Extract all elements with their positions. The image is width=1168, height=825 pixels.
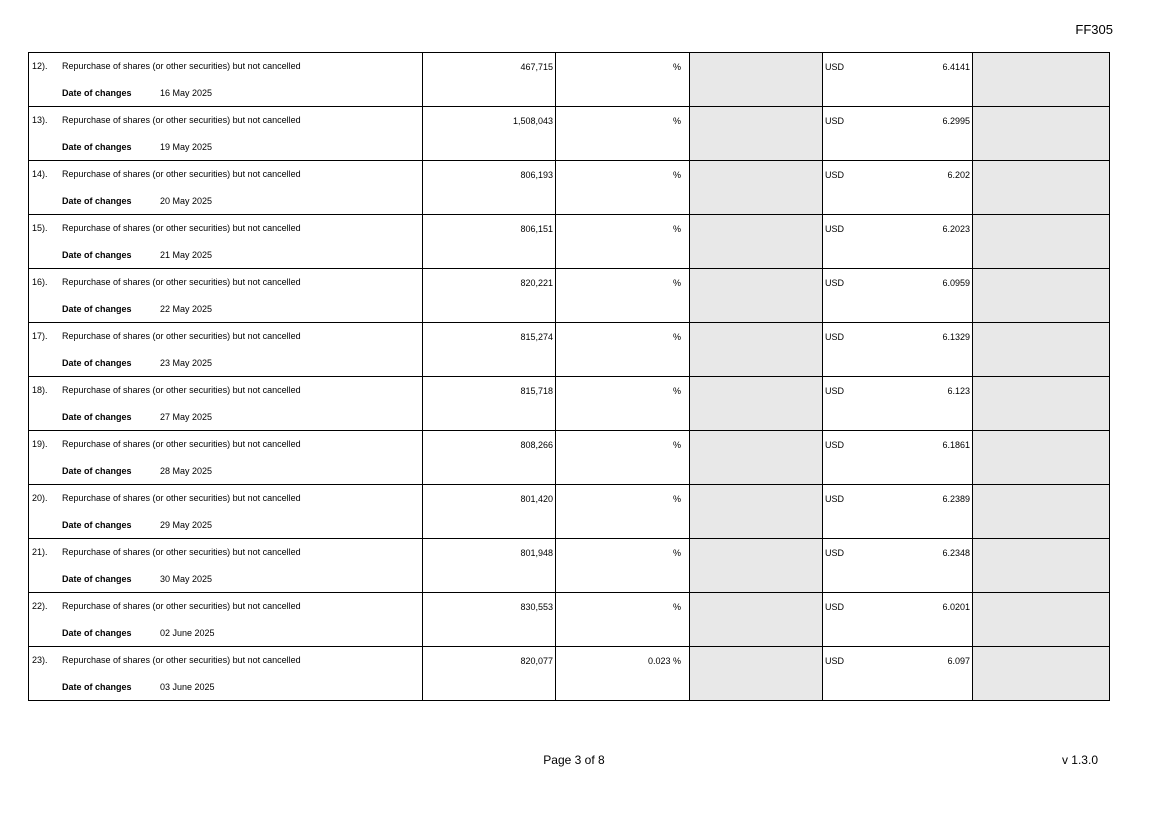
currency: USD	[825, 440, 845, 450]
number-cell	[423, 539, 556, 593]
date-of-changes-value: 22 May 2025	[160, 304, 213, 314]
row-description: Repurchase of shares (or other securities) but not cancelled	[62, 277, 301, 287]
price-value: 6.202	[947, 170, 970, 180]
date-of-changes-label: Date of changes	[62, 88, 132, 98]
price-cell	[823, 431, 973, 485]
shaded-cell	[690, 593, 823, 647]
row-description: Repurchase of shares (or other securities) but not cancelled	[62, 169, 301, 179]
shaded-cell	[973, 107, 1110, 161]
price-value: 6.1861	[942, 440, 970, 450]
shaded-cell	[973, 377, 1110, 431]
row-description: Repurchase of shares (or other securities) but not cancelled	[62, 493, 301, 503]
percent-value: %	[672, 62, 681, 72]
date-of-changes-value: 27 May 2025	[160, 412, 213, 422]
row-index: 12).	[32, 61, 48, 71]
currency: USD	[825, 602, 845, 612]
price-cell	[823, 539, 973, 593]
row-description: Repurchase of shares (or other securities) but not cancelled	[62, 385, 301, 395]
row-description: Repurchase of shares (or other securities) but not cancelled	[62, 601, 301, 611]
description-cell	[29, 53, 423, 107]
date-of-changes-value: 03 June 2025	[160, 682, 215, 692]
row-index: 18).	[32, 385, 48, 395]
description-cell	[29, 431, 423, 485]
date-of-changes-value: 21 May 2025	[160, 250, 213, 260]
description-cell	[29, 485, 423, 539]
shaded-cell	[973, 593, 1110, 647]
number-cell	[423, 269, 556, 323]
table-row	[29, 161, 1110, 215]
shaded-cell	[690, 215, 823, 269]
date-of-changes-label: Date of changes	[62, 466, 132, 476]
row-index: 22).	[32, 601, 48, 611]
description-cell	[29, 107, 423, 161]
percent-cell	[556, 377, 690, 431]
row-description: Repurchase of shares (or other securities) but not cancelled	[62, 115, 301, 125]
shaded-cell	[973, 485, 1110, 539]
row-index: 13).	[32, 115, 48, 125]
percent-cell	[556, 161, 690, 215]
number-of-shares: 801,948	[520, 548, 553, 558]
table-row	[29, 377, 1110, 431]
percent-value: %	[672, 224, 681, 234]
date-of-changes-value: 23 May 2025	[160, 358, 213, 368]
currency: USD	[825, 386, 845, 396]
currency: USD	[825, 116, 845, 126]
percent-value: %	[672, 440, 681, 450]
date-of-changes-value: 02 June 2025	[160, 628, 215, 638]
price-cell	[823, 377, 973, 431]
currency: USD	[825, 170, 845, 180]
shaded-cell	[690, 323, 823, 377]
currency: USD	[825, 656, 845, 666]
row-index: 14).	[32, 169, 48, 179]
price-value: 6.0959	[942, 278, 970, 288]
price-cell	[823, 269, 973, 323]
table-row	[29, 647, 1110, 701]
row-index: 21).	[32, 547, 48, 557]
table-row	[29, 593, 1110, 647]
percent-value: %	[672, 170, 681, 180]
shaded-cell	[690, 539, 823, 593]
price-cell	[823, 161, 973, 215]
percent-value: %	[672, 332, 681, 342]
currency: USD	[825, 224, 845, 234]
description-cell	[29, 377, 423, 431]
shaded-cell	[690, 107, 823, 161]
shaded-cell	[690, 377, 823, 431]
percent-cell	[556, 269, 690, 323]
percent-value: %	[672, 548, 681, 558]
percent-cell	[556, 539, 690, 593]
percent-value: %	[672, 494, 681, 504]
number-of-shares: 820,221	[520, 278, 553, 288]
number-of-shares: 806,193	[520, 170, 553, 180]
shaded-cell	[690, 53, 823, 107]
date-of-changes-value: 30 May 2025	[160, 574, 213, 584]
table-row	[29, 539, 1110, 593]
shaded-cell	[973, 269, 1110, 323]
date-of-changes-label: Date of changes	[62, 574, 132, 584]
date-of-changes-value: 28 May 2025	[160, 466, 213, 476]
row-description: Repurchase of shares (or other securities) but not cancelled	[62, 547, 301, 557]
price-value: 6.2023	[942, 224, 970, 234]
shaded-cell	[973, 647, 1110, 701]
percent-cell	[556, 323, 690, 377]
price-value: 6.2348	[942, 548, 970, 558]
shaded-cell	[690, 269, 823, 323]
number-of-shares: 808,266	[520, 440, 553, 450]
percent-value: %	[672, 116, 681, 126]
date-of-changes-label: Date of changes	[62, 304, 132, 314]
date-of-changes-value: 19 May 2025	[160, 142, 213, 152]
price-value: 6.2389	[942, 494, 970, 504]
percent-value: %	[672, 386, 681, 396]
currency: USD	[825, 332, 845, 342]
date-of-changes-value: 29 May 2025	[160, 520, 213, 530]
table-row	[29, 485, 1110, 539]
number-cell	[423, 161, 556, 215]
table-row	[29, 53, 1110, 107]
number-of-shares: 815,274	[520, 332, 553, 342]
price-cell	[823, 107, 973, 161]
number-cell	[423, 647, 556, 701]
table-body	[29, 53, 1110, 701]
row-index: 20).	[32, 493, 48, 503]
shaded-cell	[973, 215, 1110, 269]
shaded-cell	[690, 647, 823, 701]
number-of-shares: 806,151	[520, 224, 553, 234]
description-cell	[29, 323, 423, 377]
date-of-changes-label: Date of changes	[62, 628, 132, 638]
form-code: FF305	[1075, 22, 1113, 37]
number-of-shares: 830,553	[520, 602, 553, 612]
date-of-changes-label: Date of changes	[62, 358, 132, 368]
date-of-changes-label: Date of changes	[62, 196, 132, 206]
percent-cell	[556, 485, 690, 539]
percent-cell	[556, 107, 690, 161]
number-of-shares: 815,718	[520, 386, 553, 396]
row-index: 23).	[32, 655, 48, 665]
row-description: Repurchase of shares (or other securities) but not cancelled	[62, 655, 301, 665]
description-cell	[29, 269, 423, 323]
currency: USD	[825, 548, 845, 558]
repurchase-table	[28, 52, 1110, 701]
shaded-cell	[973, 539, 1110, 593]
number-of-shares: 467,715	[520, 62, 553, 72]
shaded-cell	[973, 431, 1110, 485]
page-number: Page 3 of 8	[543, 753, 605, 767]
row-description: Repurchase of shares (or other securities) but not cancelled	[62, 439, 301, 449]
table-row	[29, 431, 1110, 485]
table-row	[29, 269, 1110, 323]
version-label: v 1.3.0	[1061, 753, 1098, 767]
row-description: Repurchase of shares (or other securities) but not cancelled	[62, 61, 301, 71]
price-cell	[823, 323, 973, 377]
table-row	[29, 323, 1110, 377]
shaded-cell	[690, 431, 823, 485]
number-cell	[423, 107, 556, 161]
shaded-cell	[973, 323, 1110, 377]
description-cell	[29, 539, 423, 593]
table-row	[29, 107, 1110, 161]
date-of-changes-value: 20 May 2025	[160, 196, 213, 206]
price-cell	[823, 593, 973, 647]
date-of-changes-label: Date of changes	[62, 520, 132, 530]
percent-cell	[556, 215, 690, 269]
shaded-cell	[973, 53, 1110, 107]
percent-value: 0.023 %	[647, 656, 681, 666]
number-cell	[423, 215, 556, 269]
number-cell	[423, 323, 556, 377]
number-cell	[423, 377, 556, 431]
price-value: 6.2995	[942, 116, 970, 126]
number-cell	[423, 431, 556, 485]
row-index: 16).	[32, 277, 48, 287]
price-value: 6.0201	[942, 602, 970, 612]
description-cell	[29, 215, 423, 269]
currency: USD	[825, 62, 845, 72]
number-cell	[423, 593, 556, 647]
number-of-shares: 801,420	[520, 494, 553, 504]
shaded-cell	[973, 161, 1110, 215]
percent-cell	[556, 647, 690, 701]
row-index: 17).	[32, 331, 48, 341]
number-of-shares: 820,077	[520, 656, 553, 666]
row-description: Repurchase of shares (or other securities) but not cancelled	[62, 223, 301, 233]
shaded-cell	[690, 161, 823, 215]
date-of-changes-label: Date of changes	[62, 142, 132, 152]
percent-value: %	[672, 602, 681, 612]
price-cell	[823, 215, 973, 269]
price-cell	[823, 485, 973, 539]
date-of-changes-label: Date of changes	[62, 412, 132, 422]
shaded-cell	[690, 485, 823, 539]
percent-value: %	[672, 278, 681, 288]
price-value: 6.123	[947, 386, 970, 396]
currency: USD	[825, 494, 845, 504]
percent-cell	[556, 431, 690, 485]
price-value: 6.1329	[942, 332, 970, 342]
description-cell	[29, 161, 423, 215]
price-cell	[823, 53, 973, 107]
row-index: 19).	[32, 439, 48, 449]
percent-cell	[556, 593, 690, 647]
price-cell	[823, 647, 973, 701]
description-cell	[29, 593, 423, 647]
number-cell	[423, 485, 556, 539]
row-description: Repurchase of shares (or other securities) but not cancelled	[62, 331, 301, 341]
price-value: 6.4141	[942, 62, 970, 72]
table-row	[29, 215, 1110, 269]
date-of-changes-label: Date of changes	[62, 250, 132, 260]
date-of-changes-value: 16 May 2025	[160, 88, 213, 98]
number-of-shares: 1,508,043	[512, 116, 553, 126]
row-index: 15).	[32, 223, 48, 233]
price-value: 6.097	[947, 656, 970, 666]
currency: USD	[825, 278, 845, 288]
description-cell	[29, 647, 423, 701]
date-of-changes-label: Date of changes	[62, 682, 132, 692]
number-cell	[423, 53, 556, 107]
percent-cell	[556, 53, 690, 107]
